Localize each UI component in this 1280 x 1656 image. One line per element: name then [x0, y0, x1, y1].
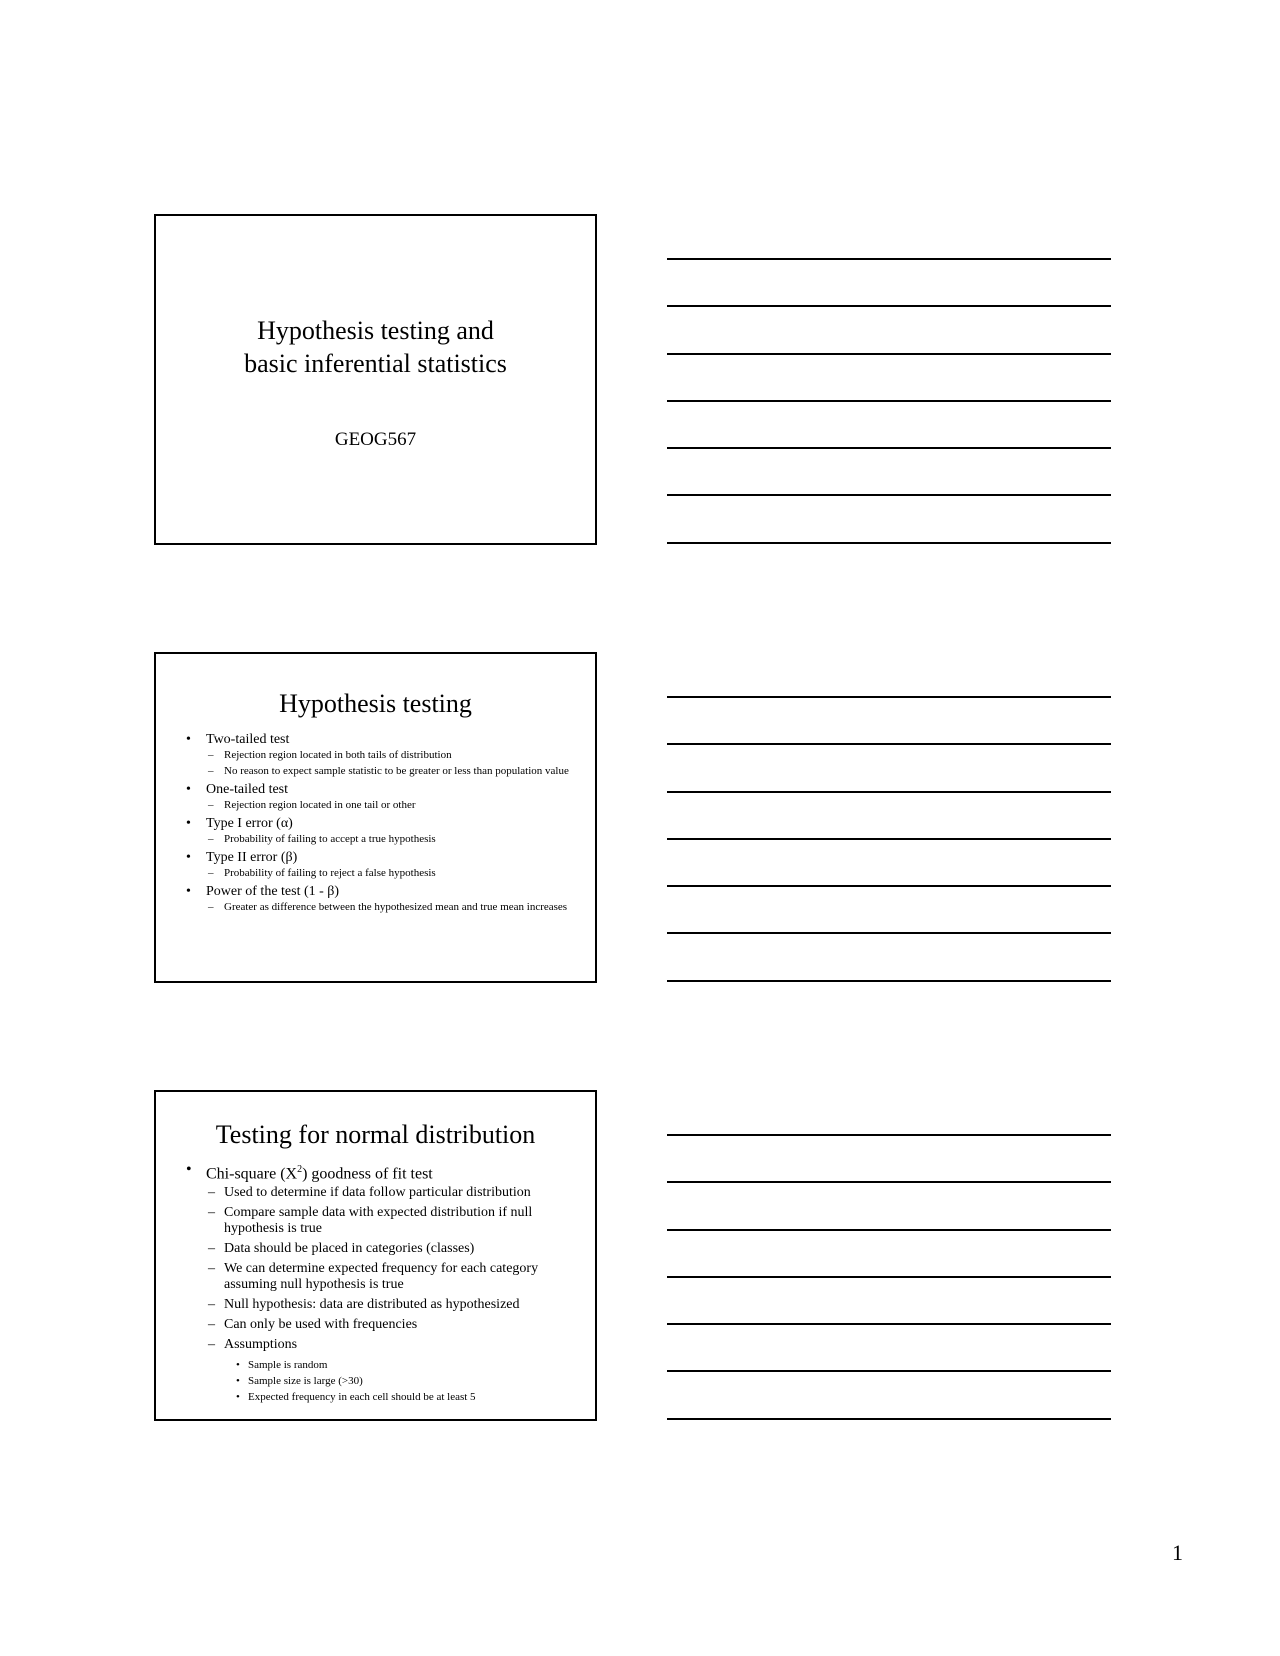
slide-2-title: Hypothesis testing — [279, 689, 472, 718]
bullet-text: Two-tailed test — [206, 732, 290, 747]
sub-bullet-text: Probability of failing to accept a true hypothesis — [224, 833, 436, 845]
slide-1-title — [156, 314, 595, 380]
assumption-text: Sample is random — [248, 1359, 328, 1372]
bullet-text: Power of the test (1 - β) — [206, 884, 340, 899]
sub-bullet-text: Rejection region located in one tail or other — [224, 799, 416, 811]
sub-bullet-item: – Rejection region located in one tail or other — [208, 799, 416, 811]
slide-2-bullet-list — [186, 731, 571, 914]
slide-2 — [154, 652, 597, 983]
sub-bullet-text: Rejection region located in both tails of distribution — [224, 749, 452, 761]
note-line — [667, 1323, 1111, 1325]
note-line — [667, 1418, 1111, 1420]
assumption-text: Expected frequency in each cell should be at least 5 — [248, 1391, 476, 1404]
note-line — [667, 353, 1111, 355]
sub-sub-bullet-item: • Sample size is large (>30) — [236, 1375, 363, 1388]
sub-bullet-text: Compare sample data with expected distribution if null hypothesis is true — [224, 1205, 533, 1237]
bullet-item: • Two-tailed test — [186, 732, 290, 747]
sub-bullet-item: – Assumptions — [208, 1337, 298, 1353]
sub-bullet-text: Probability of failing to reject a false hypothesis — [224, 867, 436, 879]
sub-bullet-item: – Greater as difference between the hypothesized mean and true mean increases — [208, 901, 568, 913]
sub-bullet-text: Used to determine if data follow particular distribution — [224, 1185, 531, 1201]
bullet-item: • One-tailed test — [186, 782, 289, 797]
sub-bullet-item: – Probability of failing to accept a true hypothesis — [208, 833, 436, 845]
note-line — [667, 743, 1111, 745]
bullet-text: One-tailed test — [206, 782, 289, 797]
bullet-item: • Chi-square $(X^2)$ goodness of fit test — [186, 1161, 433, 1183]
note-line — [667, 1181, 1111, 1183]
note-line — [667, 542, 1111, 544]
note-line — [667, 885, 1111, 887]
sub-bullet-item: – Probability of failing to reject a false hypothesis — [208, 867, 436, 879]
note-line — [667, 696, 1111, 698]
slide-3-bullet-list — [186, 1160, 571, 1405]
bullet-item: • Type I error (α) — [186, 816, 293, 831]
sub-bullet-item: – Rejection region located in both tails of distribution — [208, 749, 452, 761]
sub-bullet-text: Greater as difference between the hypothesized mean and true mean increases — [224, 901, 568, 913]
slide-1-title-line-1: Hypothesis testing and — [257, 316, 494, 345]
bullet-text: Type II error (β) — [206, 850, 298, 865]
sub-bullet-text: Can only be used with frequencies — [224, 1317, 418, 1333]
sub-bullet-text: Assumptions — [224, 1337, 298, 1353]
note-line — [667, 305, 1111, 307]
note-line — [667, 447, 1111, 449]
slide-1-title-line-2: basic inferential statistics — [244, 349, 507, 378]
sub-sub-bullet-item: • Sample is random — [236, 1359, 328, 1372]
note-line — [667, 838, 1111, 840]
note-line — [667, 932, 1111, 934]
sub-bullet-item: – Can only be used with frequencies — [208, 1317, 418, 1333]
note-line — [667, 494, 1111, 496]
slide-3 — [154, 1090, 597, 1421]
bullet-item: • Type II error (β) — [186, 850, 298, 865]
slide-3-title: Testing for normal distribution — [215, 1120, 536, 1149]
sub-bullet-text: We can determine expected frequency for each category assuming null hypothesis is true — [224, 1261, 539, 1293]
slide-1 — [154, 214, 597, 545]
sub-bullet-item: – Compare sample data with expected distribution if null hypothesis is true — [208, 1205, 533, 1237]
note-line — [667, 1229, 1111, 1231]
bullet-item: • Power of the test (1 - β) — [186, 884, 340, 899]
note-line — [667, 980, 1111, 982]
bullet-text: Type I error (α) — [206, 816, 293, 831]
assumption-text: Sample size is large (>30) — [248, 1375, 363, 1388]
sub-bullet-item: – We can determine expected frequency for each category assuming null hypothesis is true — [208, 1261, 539, 1293]
note-line — [667, 1370, 1111, 1372]
sub-bullet-item: – Used to determine if data follow particular distribution — [208, 1185, 531, 1201]
note-line — [667, 1276, 1111, 1278]
note-line — [667, 400, 1111, 402]
note-line — [667, 1134, 1111, 1136]
note-line — [667, 258, 1111, 260]
sub-bullet-text: Data should be placed in categories (classes) — [224, 1241, 475, 1257]
bullet-text-prefix: Chi-square (X — [206, 1165, 298, 1183]
page-number: 1 — [1172, 1540, 1183, 1565]
bullet-text-suffix: ) goodness of fit test — [302, 1165, 433, 1183]
sub-sub-bullet-item: • Expected frequency in each cell should be at least 5 — [236, 1391, 476, 1404]
sub-bullet-text: No reason to expect sample statistic to be greater or less than population value — [224, 765, 569, 777]
slide-1-subtitle: GEOG567 — [334, 429, 417, 450]
sub-bullet-item: – Data should be placed in categories (classes) — [208, 1241, 475, 1257]
sub-bullet-item: – Null hypothesis: data are distributed as hypothesized — [208, 1297, 520, 1313]
sub-bullet-text: Null hypothesis: data are distributed as hypothesized — [224, 1297, 520, 1313]
sub-bullet-item: – No reason to expect sample statistic to be greater or less than population value — [208, 765, 569, 777]
note-line — [667, 791, 1111, 793]
superscript: 2 — [297, 1164, 303, 1175]
